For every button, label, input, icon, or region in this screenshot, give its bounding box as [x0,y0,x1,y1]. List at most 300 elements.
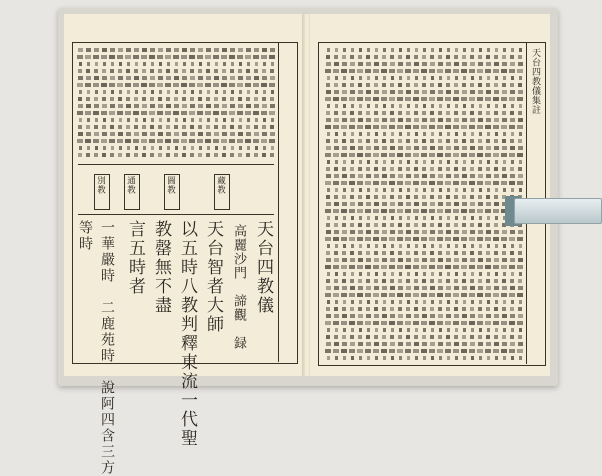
text-texture-glyph [446,202,451,206]
text-texture-glyph [503,104,506,108]
text-texture-glyph [374,55,378,59]
text-texture-glyph [503,132,506,136]
text-texture-glyph [357,125,363,129]
text-texture-glyph [141,139,147,143]
text-texture-glyph [110,153,114,157]
text-texture-glyph [518,307,522,311]
text-texture-glyph [166,76,171,80]
text-texture-glyph [189,83,195,87]
text-texture-glyph [479,76,482,80]
text-texture-glyph [94,76,99,80]
text-texture-glyph [223,146,226,150]
text-texture-glyph [342,223,346,227]
text-texture-glyph [439,76,442,80]
text-texture-glyph [117,111,123,115]
text-texture-glyph [445,69,451,73]
text-texture-glyph [189,139,195,143]
text-texture-glyph [430,223,434,227]
text-texture-glyph [333,125,339,129]
text-texture-glyph [126,97,130,101]
text-texture-glyph [509,97,515,101]
text-texture-glyph [501,293,507,297]
text-texture-glyph [182,69,186,73]
left-page [64,14,304,476]
text-texture-glyph [391,188,394,192]
text-texture-glyph [415,48,418,52]
text-texture-glyph [382,55,386,59]
text-texture-glyph [206,48,211,52]
text-texture-glyph [414,118,419,122]
text-texture-glyph [143,90,146,94]
text-texture-glyph [86,153,90,157]
text-texture-glyph [430,62,435,66]
text-texture-glyph [478,342,483,346]
text-texture-glyph [102,132,107,136]
text-texture-glyph [270,132,275,136]
text-texture-glyph [342,167,346,171]
text-texture-glyph [126,69,130,73]
text-texture-glyph [447,104,450,108]
text-texture-glyph [223,118,226,122]
text-texture-glyph [343,76,346,80]
text-texture-glyph [431,216,434,220]
text-texture-glyph [414,55,418,59]
text-texture-glyph [478,55,482,59]
text-texture-glyph [350,307,354,311]
text-texture-glyph [501,69,507,73]
text-texture-glyph [463,188,466,192]
text-texture-glyph [503,188,506,192]
text-texture-glyph [374,258,379,262]
text-texture-glyph [407,244,410,248]
text-texture-glyph [78,132,83,136]
text-texture-glyph [495,188,498,192]
text-texture-glyph [479,216,482,220]
text-texture-glyph [397,69,403,73]
text-texture-glyph [149,55,155,59]
text-texture-glyph [349,237,355,241]
text-texture-glyph [414,202,419,206]
text-texture-glyph [382,307,386,311]
text-texture-glyph [510,146,515,150]
text-texture-glyph [429,97,435,101]
text-texture-glyph [455,48,458,52]
text-texture-glyph [254,132,259,136]
text-texture-glyph [477,181,483,185]
text-texture-glyph [223,90,226,94]
text-texture-glyph [174,132,179,136]
text-texture-glyph [479,160,482,164]
text-texture-glyph [143,146,146,150]
text-texture-glyph [431,76,434,80]
text-texture-glyph [383,356,386,360]
text-texture-glyph [478,118,483,122]
text-texture-glyph [102,69,106,73]
text-texture-glyph [270,76,275,80]
text-texture-glyph [391,300,394,304]
text-texture-glyph [213,55,219,59]
text-texture-glyph [406,230,411,234]
text-texture-glyph [414,111,418,115]
text-texture-glyph [415,244,418,248]
text-texture-glyph [390,195,394,199]
text-texture-glyph [93,139,99,143]
text-texture-glyph [198,125,202,129]
text-texture-glyph [413,209,419,213]
text-texture-glyph [438,258,443,262]
text-texture-glyph [437,153,443,157]
text-texture-glyph [150,97,154,101]
text-texture-glyph [223,62,226,66]
text-texture-glyph [405,265,411,269]
text-texture-glyph [390,167,394,171]
text-texture-glyph [335,300,338,304]
text-texture-glyph [406,118,411,122]
text-texture-glyph [509,237,515,241]
text-texture-glyph [238,48,243,52]
book-title: 天台四教儀 [253,220,273,315]
text-texture-glyph [110,104,115,108]
text-texture-glyph [85,55,91,59]
text-texture-glyph [509,349,515,353]
text-texture-glyph [391,272,394,276]
text-texture-glyph [447,76,450,80]
text-texture-glyph [478,62,483,66]
text-texture-glyph [423,272,426,276]
text-texture-glyph [471,356,474,360]
text-texture-glyph [350,279,354,283]
text-texture-glyph [239,90,242,94]
text-texture-glyph [421,153,427,157]
text-texture-glyph [119,90,122,94]
text-texture-glyph [350,62,355,66]
text-texture-glyph [118,76,123,80]
text-texture-glyph [518,174,523,178]
text-texture-glyph [342,202,347,206]
text-texture-glyph [375,132,378,136]
text-texture-glyph [405,181,411,185]
text-texture-glyph [358,279,362,283]
text-texture-glyph [485,181,491,185]
text-texture-glyph [471,48,474,52]
text-texture-glyph [190,76,195,80]
text-texture-glyph [462,167,466,171]
text-texture-glyph [422,230,427,234]
text-texture-glyph [430,342,435,346]
text-texture-glyph [430,167,434,171]
text-texture-glyph [462,174,467,178]
text-texture-glyph [455,188,458,192]
text-texture-glyph [190,97,194,101]
text-texture-glyph [422,258,427,262]
text-texture-glyph [389,237,395,241]
text-texture-glyph [438,62,443,66]
text-texture-glyph [221,111,227,115]
text-texture-glyph [461,97,467,101]
text-texture-glyph [349,125,355,129]
text-texture-glyph [351,132,354,136]
text-texture-glyph [375,160,378,164]
text-texture-glyph [390,139,394,143]
text-texture-glyph [359,272,362,276]
text-texture-glyph [342,55,346,59]
text-texture-glyph [382,139,386,143]
text-texture-glyph [517,321,523,325]
text-texture-glyph [389,293,395,297]
text-texture-glyph [477,209,483,213]
text-texture-glyph [165,83,171,87]
text-texture-glyph [486,167,490,171]
text-texture-glyph [230,104,235,108]
text-texture-glyph [510,258,515,262]
text-texture-glyph [205,83,211,87]
text-texture-glyph [199,118,202,122]
text-texture-glyph [86,48,91,52]
text-texture-glyph [381,349,387,353]
text-texture-glyph [102,104,107,108]
text-texture-glyph [270,153,274,157]
text-texture-glyph [454,167,458,171]
text-texture-glyph [431,160,434,164]
text-texture-glyph [405,125,411,129]
text-texture-glyph [399,76,402,80]
text-texture-glyph [349,209,355,213]
text-texture-glyph [175,62,178,66]
text-texture-glyph [118,69,122,73]
text-texture-glyph [437,125,443,129]
text-texture-glyph [502,139,506,143]
text-texture-glyph [261,111,267,115]
text-texture-glyph [422,111,426,115]
text-texture-glyph [374,230,379,234]
text-texture-glyph [271,146,274,150]
text-texture-glyph [407,48,410,52]
text-texture-glyph [390,83,394,87]
text-texture-glyph [341,153,347,157]
text-texture-glyph [158,132,163,136]
text-texture-glyph [334,202,339,206]
text-texture-glyph [470,279,474,283]
text-texture-glyph [494,251,498,255]
text-texture-glyph [103,90,106,94]
text-texture-glyph [446,286,451,290]
text-texture-glyph [453,69,459,73]
text-texture-glyph [261,83,267,87]
text-texture-glyph [78,76,83,80]
text-texture-glyph [327,272,330,276]
text-texture-glyph [501,349,507,353]
text-texture-glyph [111,62,114,66]
text-texture-glyph [125,111,131,115]
text-texture-glyph [206,153,210,157]
text-texture-glyph [414,223,418,227]
text-texture-glyph [503,356,506,360]
text-texture-glyph [462,202,467,206]
text-texture-glyph [182,132,187,136]
text-texture-glyph [253,139,259,143]
text-texture-glyph [366,258,371,262]
text-texture-glyph [237,55,243,59]
text-texture-glyph [495,328,498,332]
text-texture-glyph [357,181,363,185]
text-texture-glyph [469,97,475,101]
text-texture-glyph [383,188,386,192]
text-texture-glyph [135,62,138,66]
text-texture-glyph [406,62,411,66]
text-texture-glyph [366,90,371,94]
text-texture-glyph [374,195,378,199]
text-texture-glyph [269,55,275,59]
text-texture-glyph [374,111,378,115]
text-texture-glyph [126,76,131,80]
text-texture-glyph [406,314,411,318]
text-texture-glyph [509,153,515,157]
text-texture-glyph [445,293,451,297]
text-texture-glyph [413,153,419,157]
text-texture-glyph [477,153,483,157]
text-texture-glyph [142,125,146,129]
text-texture-glyph [453,349,459,353]
text-texture-glyph [181,139,187,143]
text-texture-glyph [478,335,482,339]
text-texture-glyph [391,104,394,108]
text-texture-glyph [326,139,330,143]
text-texture-glyph [517,181,523,185]
text-texture-glyph [510,307,514,311]
text-texture-glyph [405,153,411,157]
text-texture-glyph [182,97,186,101]
text-texture-glyph [342,118,347,122]
text-texture-glyph [494,230,499,234]
text-texture-glyph [374,118,379,122]
text-texture-glyph [350,251,354,255]
text-texture-glyph [486,146,491,150]
text-texture-glyph [94,97,98,101]
text-texture-glyph [438,167,442,171]
text-texture-glyph [269,111,275,115]
text-texture-glyph [413,69,419,73]
text-texture-glyph [486,202,491,206]
text-texture-glyph [197,55,203,59]
text-texture-glyph [375,272,378,276]
text-texture-glyph [398,62,403,66]
text-texture-glyph [494,307,498,311]
text-texture-glyph [478,83,482,87]
text-texture-glyph [174,153,178,157]
text-texture-glyph [375,300,378,304]
text-texture-glyph [405,97,411,101]
text-texture-glyph [86,97,90,101]
text-texture-glyph [487,272,490,276]
text-texture-glyph [478,286,483,290]
text-texture-glyph [414,167,418,171]
text-texture-glyph [406,258,411,262]
text-texture-glyph [158,69,162,73]
text-texture-glyph [109,139,115,143]
text-texture-glyph [365,97,371,101]
text-texture-glyph [389,209,395,213]
text-texture-glyph [463,300,466,304]
text-texture-glyph [437,265,443,269]
text-texture-glyph [405,349,411,353]
text-texture-glyph [343,272,346,276]
text-texture-glyph [477,237,483,241]
text-texture-glyph [430,111,434,115]
text-texture-glyph [461,153,467,157]
text-texture-glyph [445,181,451,185]
text-texture-glyph [78,69,82,73]
text-texture-glyph [358,202,363,206]
text-texture-glyph [509,265,515,269]
text-texture-glyph [262,104,267,108]
text-texture-glyph [135,146,138,150]
text-texture-glyph [151,118,154,122]
text-texture-glyph [262,48,267,52]
text-texture-glyph [494,62,499,66]
text-texture-glyph [365,69,371,73]
text-texture-glyph [430,174,435,178]
text-texture-glyph [470,118,475,122]
text-texture-glyph [222,97,226,101]
text-texture-glyph [479,132,482,136]
text-texture-glyph [415,328,418,332]
text-texture-glyph [326,90,331,94]
text-texture-glyph [446,167,450,171]
text-texture-glyph [487,188,490,192]
text-texture-glyph [245,139,251,143]
text-texture-glyph [349,265,355,269]
text-texture-glyph [373,265,379,269]
text-texture-glyph [127,118,130,122]
text-texture-glyph [446,90,451,94]
text-texture-glyph [358,174,363,178]
text-texture-glyph [373,97,379,101]
text-texture-glyph [438,55,442,59]
text-texture-glyph [389,181,395,185]
text-texture-glyph [455,160,458,164]
text-texture-glyph [334,314,339,318]
text-texture-glyph [406,174,411,178]
text-texture-glyph [511,244,514,248]
text-texture-glyph [438,307,442,311]
text-texture-glyph [478,139,482,143]
text-texture-glyph [150,153,154,157]
text-texture-glyph [373,293,379,297]
text-texture-glyph [382,230,387,234]
text-texture-glyph [422,146,427,150]
text-texture-glyph [365,293,371,297]
text-texture-glyph [438,118,443,122]
text-texture-glyph [109,83,115,87]
text-texture-glyph [263,90,266,94]
text-texture-glyph [462,55,466,59]
text-texture-glyph [503,160,506,164]
text-texture-glyph [383,244,386,248]
text-texture-glyph [518,342,523,346]
text-texture-glyph [495,300,498,304]
text-texture-glyph [358,111,362,115]
text-texture-glyph [231,62,234,66]
text-texture-glyph [119,146,122,150]
text-texture-glyph [263,118,266,122]
text-texture-glyph [109,111,115,115]
text-texture-glyph [501,97,507,101]
text-texture-glyph [174,125,178,129]
text-texture-glyph [415,272,418,276]
text-texture-glyph [415,356,418,360]
text-texture-glyph [463,272,466,276]
text-texture-glyph [381,237,387,241]
